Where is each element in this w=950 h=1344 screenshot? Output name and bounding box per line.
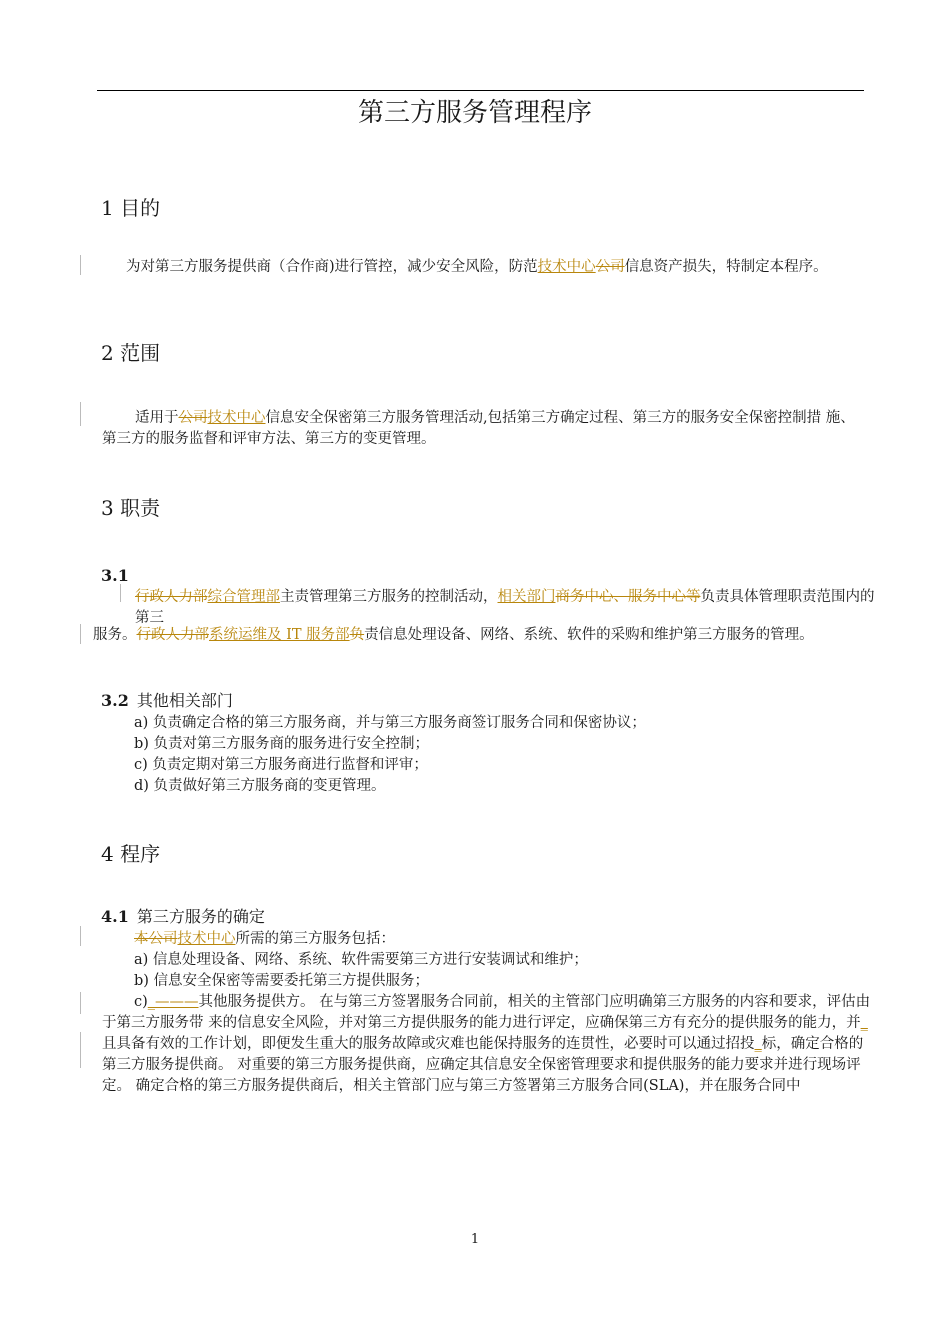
- text-run: 为对第三方服务提供商（合作商)进行管控，减少安全风险，防范: [126, 259, 538, 275]
- inserted-text: 技术中心: [537, 259, 596, 275]
- text-run: 服务。: [93, 627, 137, 643]
- inserted-text: _: [754, 1036, 762, 1052]
- change-bar: [80, 402, 81, 426]
- subsection-number: 3.2: [101, 691, 129, 710]
- deleted-text: 本公司: [134, 931, 178, 947]
- inserted-text: 综合管理部: [207, 589, 280, 605]
- section-4-heading: 4 程序: [101, 842, 161, 866]
- subsection-3-1-body: [135, 587, 880, 629]
- text-run: 主责管理第三方服务的控制活动，: [280, 589, 498, 605]
- change-bar: [80, 624, 81, 644]
- change-bar: [80, 255, 81, 275]
- header-rule: [97, 90, 864, 91]
- list-item: b) 负责对第三方服务商的服务进行安全控制；: [134, 736, 430, 752]
- section-3-heading: 3 职责: [101, 496, 161, 520]
- section-1-heading: 1 目的: [101, 196, 161, 220]
- change-bar: [80, 926, 81, 946]
- subsection-title: 其他相关部门: [136, 691, 233, 710]
- list-item: c) 负责定期对第三方服务商进行监督和评审；: [134, 757, 428, 773]
- list-item: a) 负责确定合格的第三方服务商，并与第三方服务商签订服务合同和保密协议；: [134, 715, 646, 731]
- list-item: a) 信息处理设备、网络、系统、软件需要第三方进行安装调试和维护；: [134, 952, 588, 968]
- subsection-4-1-heading: [101, 904, 265, 927]
- subsection-3-2-heading: [101, 688, 233, 711]
- section-1-body: [126, 257, 871, 278]
- text-run: 标，确定合格的第三方服务提供商。 对重要的第三方服务提供商，应确定其信息安全保密管理要求和提供服务的能力要求并进行现场评定。 确定合格的第三方服务提供商后，相关主管部门应与第三方签署第三方服务合同(SLA)，并在服务合同中: [102, 1036, 864, 1094]
- deleted-text: 行政人力部: [136, 627, 209, 643]
- change-bar: [80, 1032, 81, 1068]
- list-marker: c): [134, 994, 148, 1010]
- page-title: 第三方服务管理程序: [357, 98, 592, 128]
- deleted-text: 行政人力部: [135, 589, 208, 605]
- change-bar: [120, 584, 121, 602]
- text-run: 其他服务提供方。 在与第三方签署服务合同前，相关的主管部门应明确第三方服务的内容和要求，评估由于第三方服务带 来的信息安全风险，并对第三方提供服务的能力进行评定，应确保第三方有充分的提供服务的能力，并: [102, 994, 871, 1031]
- deleted-text: 商务中心、服务中心等: [555, 589, 701, 605]
- section-2-heading: 2 范围: [101, 341, 161, 365]
- deleted-text: 公司: [178, 410, 208, 426]
- change-bar: [80, 992, 81, 1014]
- page-number: 1: [470, 1232, 480, 1247]
- text-run: 责信息处理设备、网络、系统、软件的采购和维护第三方服务的管理。: [364, 627, 814, 643]
- deleted-text: 公司: [595, 259, 625, 275]
- subsection-number: 4.1: [101, 907, 129, 926]
- inserted-text: _: [860, 1015, 868, 1031]
- text-run: 信息资产损失，特制定本程序。: [624, 259, 828, 275]
- inserted-text: 技术中心: [177, 931, 236, 947]
- inserted-text: 相关部门: [497, 589, 556, 605]
- subsection-title: 第三方服务的确定: [136, 907, 265, 926]
- text-run: 所需的第三方服务包括：: [235, 931, 395, 947]
- subsection-3-1-number: [101, 566, 137, 585]
- list-item: b) 信息安全保密等需要委托第三方提供服务；: [134, 973, 430, 989]
- inserted-text: _———: [147, 994, 199, 1010]
- subsection-4-1-intro: [134, 929, 874, 950]
- section-2-body: [102, 408, 868, 450]
- inserted-text: 技术中心: [207, 410, 266, 426]
- text-run: 且具备有效的工作计划，即便发生重大的服务故障或灾难也能保持服务的连贯性，必要时可以通过招投: [102, 1036, 755, 1052]
- subsection-4-1-body: [102, 992, 872, 1097]
- subsection-number: 3.1: [101, 566, 129, 585]
- subsection-3-1-body-cont: [93, 625, 873, 646]
- text-run: 信息安全保密第三方服务管理活动,包括第三方确定过程、第三方的服务安全保密控制措 施、第三方的服务监督和评审方法、第三方的变更管理。: [102, 410, 855, 447]
- list-item: d) 负责做好第三方服务商的变更管理。: [134, 778, 386, 794]
- text-run: 负责具体管理职责范围内的第三: [135, 589, 875, 626]
- text-run: 适用于: [135, 410, 179, 426]
- inserted-text: 系统运维及 IT 服务部: [209, 627, 350, 643]
- service-list: [134, 950, 588, 992]
- deleted-text: 负: [349, 627, 365, 643]
- responsibility-list: [134, 713, 646, 797]
